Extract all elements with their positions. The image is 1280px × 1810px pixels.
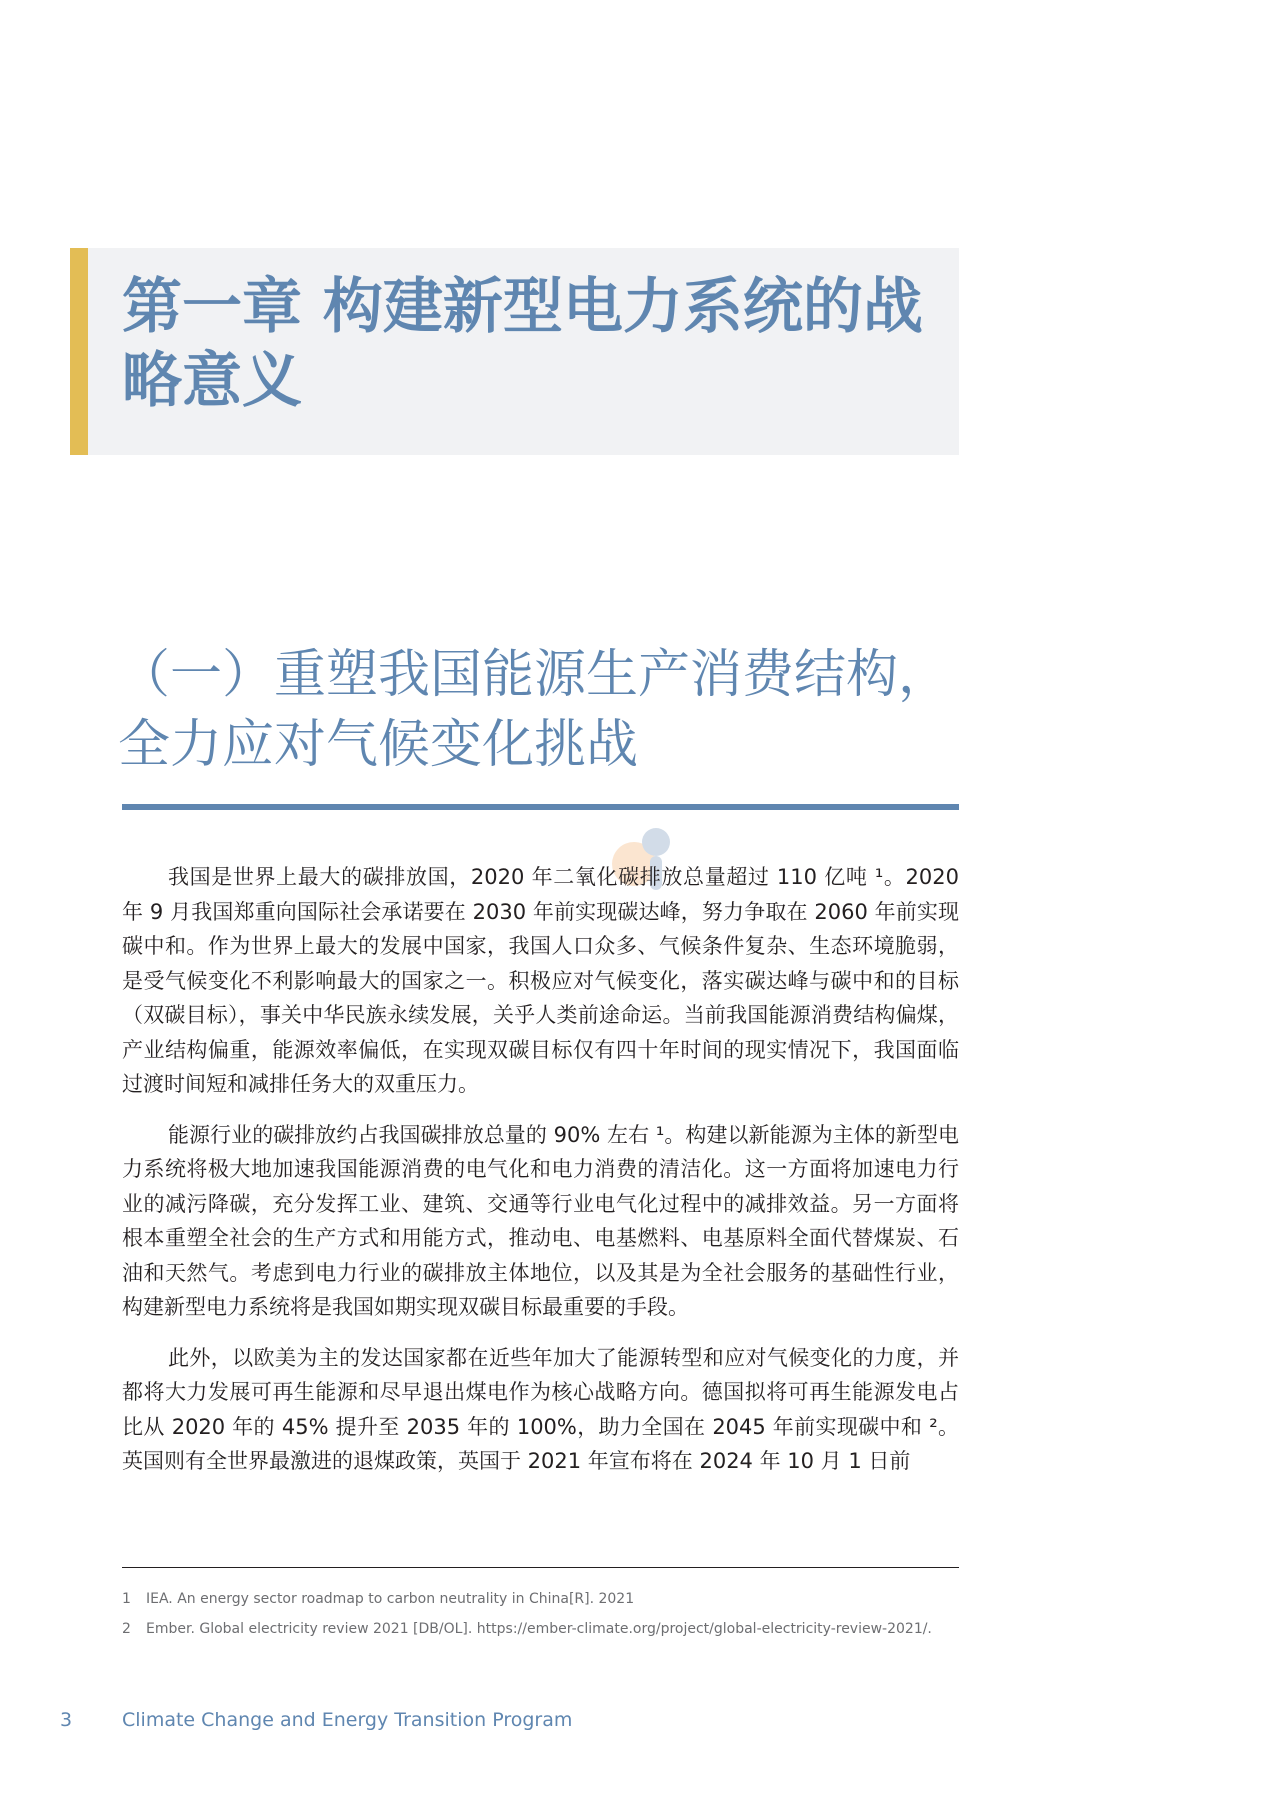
paragraph: 能源行业的碳排放约占我国碳排放总量的 90% 左右 ¹。构建以新能源为主体的新型电力系统将极大地加速我国能源消费的电气化和电力消费的清洁化。这一方面将加速电力行业的减污降碳，充分发挥工业、建筑、交通等行业电气化过程中的减排效益。另一方面将根本重塑全社会的生产方式和用能方式，推动电、电基燃料、电基原料全面代替煤炭、石油和天然气。考虑到电力行业的碳排放主体地位，以及其是为全社会服务的基础性行业，构建新型电力系统将是我国如期实现双碳目标最重要的手段。: [122, 1122, 959, 1319]
footnote-number: 1: [122, 1591, 131, 1607]
footer-program-title: Climate Change and Energy Transition Program: [122, 1709, 573, 1731]
section-title: （一）重塑我国能源生产消费结构，全力应对气候变化挑战: [118, 645, 951, 775]
chapter-header-box: [70, 248, 959, 455]
paragraph: 此外，以欧美为主的发达国家都在近些年加大了能源转型和应对气候变化的力度，并都将大力发展可再生能源和尽早退出煤电作为核心战略方向。德国拟将可再生能源发电占比从 2020 年的 45% 提升至 2035 年的 100%，助力全国在 2045 年前实现碳中和 ²。英国则有全世界最激进的退煤政策，英国于 2021 年宣布将在 2024 年 10 月 1 日前: [122, 1345, 959, 1473]
footnotes: [122, 1590, 959, 1650]
footnote-number: 2: [122, 1621, 131, 1637]
chapter-title: 第一章 构建新型电力系统的战略意义: [122, 272, 923, 416]
footnote: [122, 1590, 959, 1608]
paragraph: 我国是世界上最大的碳排放国，2020 年二氧化碳排放总量超过 110 亿吨 ¹。2020 年 9 月我国郑重向国际社会承诺要在 2030 年前实现碳达峰，努力争取在 2060 年前实现碳中和。作为世界上最大的发展中国家，我国人口众多、气候条件复杂、生态环境脆弱，是受气候变化不利影响最大的国家之一。积极应对气候变化，落实碳达峰与碳中和的目标（双碳目标），事关中华民族永续发展，关乎人类前途命运。当前我国能源消费结构偏煤，产业结构偏重，能源效率偏低，在实现双碳目标仅有四十年时间的现实情况下，我国面临过渡时间短和减排任务大的双重压力。: [122, 865, 959, 1096]
footnote-text: Ember. Global electricity review 2021 [DB/OL]. https://ember-climate.org/project/global-electricity-review-2021/.: [146, 1621, 932, 1637]
footnote: [122, 1620, 959, 1638]
footnote-text: IEA. An energy sector roadmap to carbon neutrality in China[R]. 2021: [146, 1591, 635, 1607]
page-footer: [0, 1709, 1280, 1739]
section-divider: [122, 804, 959, 810]
page-number: 3: [60, 1709, 73, 1731]
chapter-accent-bar: [70, 248, 88, 455]
body-text: [122, 860, 959, 1495]
footnote-divider: [122, 1567, 959, 1568]
